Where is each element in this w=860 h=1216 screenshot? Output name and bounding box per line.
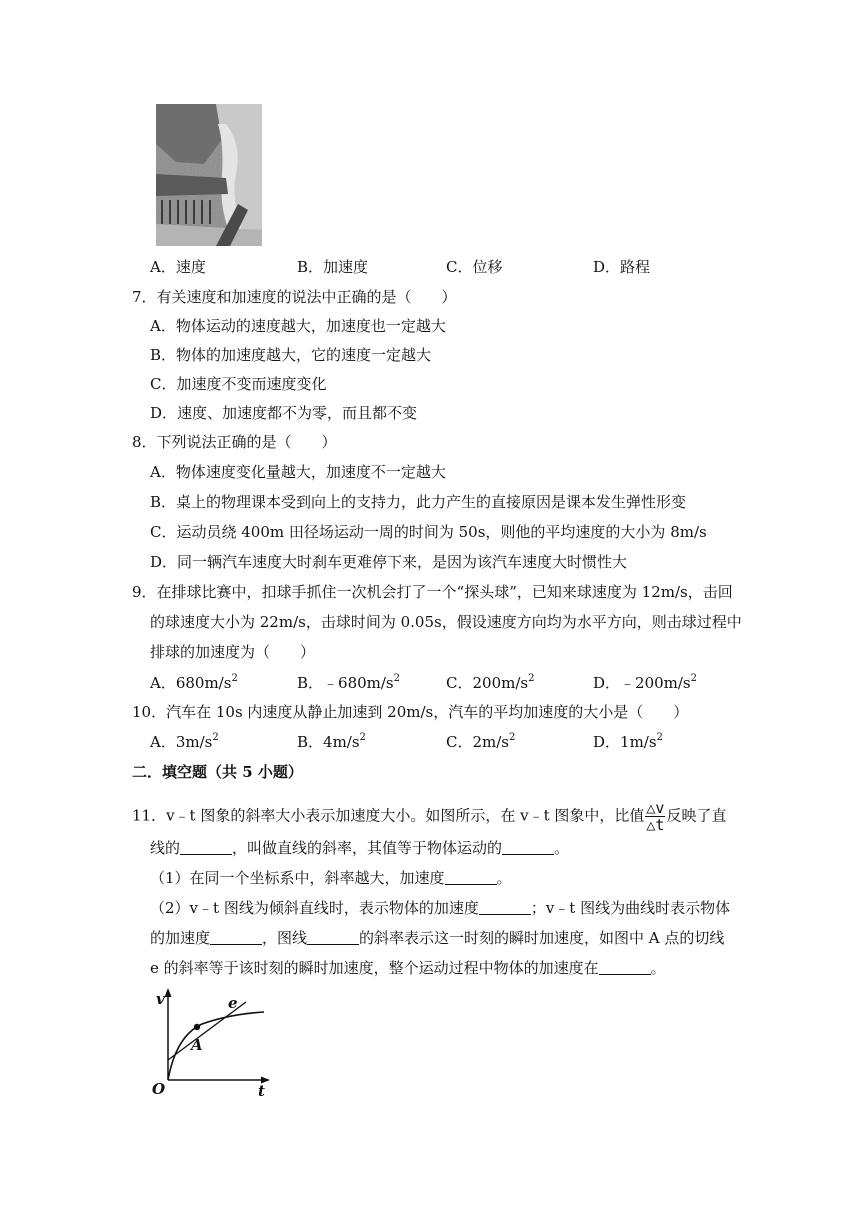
q6-option-d: D．路程 — [593, 258, 651, 276]
q6-option-a: A．速度 — [150, 258, 206, 276]
q9-option-a: A．$680m/s^2$ — [150, 673, 238, 692]
q8-stem: 8．下列说法正确的是（ ） — [132, 433, 337, 451]
q10-option-a: A．$3m/s^2$ — [150, 732, 219, 751]
q7-option-b: B．物体的加速度越大，它的速度一定越大 — [150, 346, 432, 364]
q6-option-c: C．位移 — [446, 258, 503, 276]
answer-blank[interactable] — [307, 930, 359, 945]
q11-sub-1: （1）在同一个坐标系中，斜率越大，加速度 。 — [150, 869, 512, 887]
photo-figure — [156, 104, 262, 246]
q9-option-b: B．$﹣680m/s^2$ — [297, 673, 401, 692]
q9-stem-line-2: 的球速度大小为 22m/s，击球时间为 0.05s，假设速度方向均为水平方向，则击球过程中 — [150, 613, 742, 631]
q7-option-a: A．物体运动的速度越大，加速度也一定越大 — [150, 317, 446, 335]
q8-option-b: B．桌上的物理课本受到向上的支持力，此力产生的直接原因是课本发生弹性形变 — [150, 493, 687, 511]
q11-sub-2: （2）v﹣t 图线为倾斜直线时，表示物体的加速度 ；v﹣t 图线为曲线时表示物体 — [150, 899, 731, 917]
line-e-label: e — [228, 994, 238, 1012]
q11-sub-2-end: e 的斜率等于该时刻的瞬时加速度，整个运动过程中物体的加速度在 。 — [150, 959, 666, 977]
q8-option-d: D．同一辆汽车速度大时刹车更难停下来，是因为该汽车速度大时惯性大 — [150, 553, 628, 571]
q10-stem: 10．汽车在 10s 内速度从静止加速到 20m/s，汽车的平均加速度的大小是（ ） — [132, 703, 689, 721]
q9-option-c: C．$200m/s^2$ — [446, 673, 535, 692]
q7-option-d: D．速度、加速度都不为零，而且都不变 — [150, 404, 418, 422]
v-axis-arrow — [165, 988, 172, 997]
q9-stem-line-3: 排球的加速度为（ ） — [150, 643, 316, 661]
vt-graph — [150, 984, 275, 1096]
answer-blank[interactable] — [180, 840, 232, 855]
section-heading: 二．填空题（共 5 小题） — [132, 763, 303, 781]
t-axis-label: t — [258, 1082, 265, 1096]
q11-line-1: 11．v﹣t 图象的斜率大小表示加速度大小。如图所示，在 v﹣t 图象中，比值 $\frac{\triangle v}{\triangle t}$ 反映了直 — [132, 799, 727, 834]
v-axis-label: v — [156, 990, 165, 1008]
answer-blank[interactable] — [502, 840, 554, 855]
answer-blank[interactable] — [445, 870, 497, 885]
answer-blank[interactable] — [479, 900, 531, 915]
q8-option-c: C．运动员绕 400m 田径场运动一周的时间为 50s，则他的平均速度的大小为 8m/s — [150, 523, 707, 541]
point-a — [194, 1024, 200, 1030]
q10-option-d: D．$1m/s^2$ — [593, 732, 663, 751]
q6-option-b: B．加速度 — [297, 258, 369, 276]
q10-option-b: B．$4m/s^2$ — [297, 732, 366, 751]
answer-blank[interactable] — [599, 960, 651, 975]
q7-option-c: C．加速度不变而速度变化 — [150, 375, 327, 393]
point-a-label: A — [191, 1036, 203, 1054]
q9-option-d: D．$﹣200m/s^2$ — [593, 673, 698, 692]
q7-stem: 7．有关速度和加速度的说法中正确的是（ ） — [132, 288, 457, 306]
q11-line-2: 线的 ，叫做直线的斜率，其值等于物体运动的 。 — [150, 839, 570, 857]
q11-sub-2-cont: 的加速度 ，图线 的斜率表示这一时刻的瞬时加速度，如图中 A 点的切线 — [150, 929, 725, 947]
velocity-curve — [168, 1012, 264, 1080]
q10-option-c: C．$2m/s^2$ — [446, 732, 516, 751]
q8-option-a: A．物体速度变化量越大，加速度不一定越大 — [150, 463, 446, 481]
answer-blank[interactable] — [210, 930, 262, 945]
delta-fraction: $\frac{\triangle v}{\triangle t}$ — [646, 799, 665, 834]
q9-stem-line-1: 9．在排球比赛中，扣球手抓住一次机会打了一个“探头球”，已知来球速度为 12m/s，击回 — [132, 583, 733, 601]
origin-label: O — [152, 1080, 166, 1096]
